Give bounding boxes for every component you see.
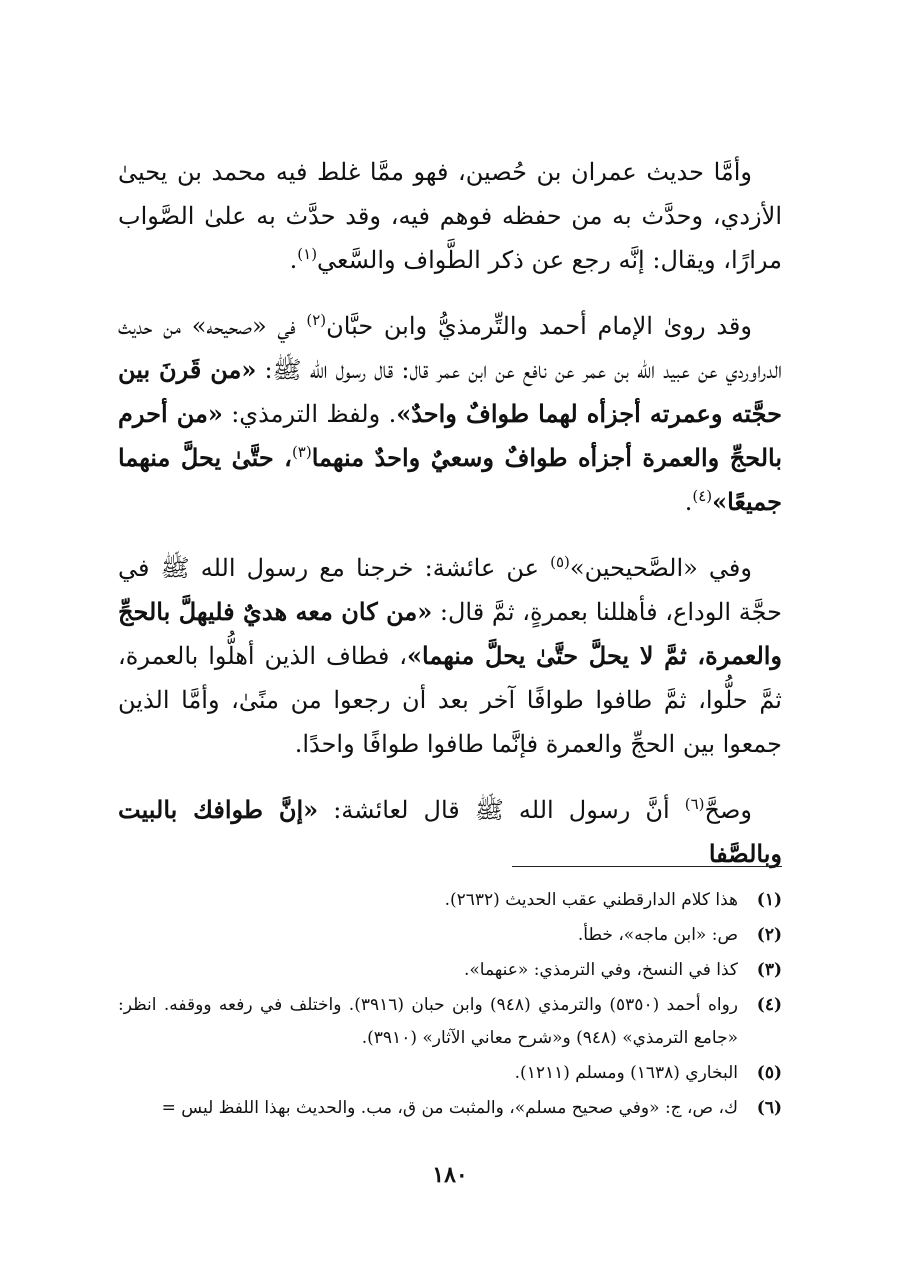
footnote-ref-3[interactable]: (٣) bbox=[291, 443, 312, 461]
hadith-quote: «من قَرنَ بين حجَّته وعمرته أجزأه لهما طوافٌ واحدٌ» bbox=[118, 355, 782, 428]
footnote-5 bbox=[118, 1057, 782, 1090]
footnote-ref-4[interactable]: (٤) bbox=[692, 487, 713, 505]
text-segment: عن عائشة: خرجنا مع رسول الله ﷺ في حجَّة الوداع، فأهللنا بعمرةٍ، ثمَّ قال: bbox=[118, 554, 783, 626]
hadith-quote: «من كان معه هديٌ فليهلَّ بالحجِّ والعمرة، ثمَّ لا يحلَّ حتَّىٰ يحلَّ منهما» bbox=[118, 597, 783, 670]
footnote-text: البخاري (١٦٣٨) ومسلم (١٢١١). bbox=[514, 1063, 738, 1083]
footnote-divider bbox=[512, 866, 782, 867]
footnote-6 bbox=[118, 1092, 782, 1125]
footnote-1 bbox=[118, 884, 782, 917]
hadith-quote: ، حتَّىٰ يحلَّ منهما جميعًا» bbox=[118, 443, 782, 516]
hadith-quote: «إنَّ طوافك بالبيت وبالصَّفا bbox=[118, 795, 782, 868]
footnote-number: (٤) bbox=[756, 995, 782, 1015]
paragraph-imran-hadith bbox=[118, 150, 782, 282]
footnote-ref-2[interactable]: (٢) bbox=[306, 311, 327, 329]
footnote-number: (٣) bbox=[756, 960, 782, 980]
footnote-text: ص: «ابن ماجه»، خطأ. bbox=[577, 925, 738, 945]
text-segment: . bbox=[684, 488, 693, 516]
footnote-text: هذا كلام الدارقطني عقب الحديث (٢٦٣٢). bbox=[444, 890, 738, 910]
footnote-3 bbox=[118, 954, 782, 987]
text-segment: في «صحيحه» من حديث الدراوردي عن عبيد الله بن عمر عن نافع عن ابن عمر قال: قال رسول الله ﷺ: bbox=[118, 312, 783, 384]
text-segment: وأمَّا حديث عمران بن حُصين، فهو ممَّا غلط فيه محمد بن يحيىٰ الأزدي، وحدَّث به من حفظه فوهم فيه، وقد حدَّث به علىٰ الصَّواب مرارًا، ويقال: إنَّه رجع عن ذكر الطَّواف والسَّعي bbox=[118, 158, 783, 274]
hadith-quote: «من أحرم بالحجِّ والعمرة أجزأه طوافٌ وسعيٌ واحدٌ منهما bbox=[118, 399, 783, 472]
text-segment: وفي «الصَّحيحين» bbox=[569, 554, 752, 582]
footnote-number: (٥) bbox=[756, 1063, 782, 1083]
page-number: ١٨٠ bbox=[432, 1162, 468, 1188]
footnote-number: (٦) bbox=[756, 1098, 782, 1118]
footnote-4 bbox=[118, 989, 782, 1055]
footnotes bbox=[118, 884, 782, 1127]
main-text bbox=[118, 150, 782, 898]
paragraph-sahha bbox=[118, 788, 782, 876]
footnote-2 bbox=[118, 919, 782, 952]
paragraph-ahmad-tirmidhi bbox=[118, 304, 782, 524]
footnote-text: ك، ص، ج: «وفي صحيح مسلم»، والمثبت من ق، مب. والحديث بهذا اللفظ ليس = bbox=[161, 1098, 738, 1118]
footnote-ref-1[interactable]: (١) bbox=[297, 245, 318, 263]
text-segment: أنَّ رسول الله ﷺ قال لعائشة: bbox=[318, 796, 685, 824]
text-segment: . ولفظ الترمذي: bbox=[222, 400, 397, 428]
text-segment: ، فطاف الذين أهلُّوا بالعمرة، ثمَّ حلُّوا، ثمَّ طافوا طوافًا آخر بعد أن رجعوا من منًىٰ، وأمَّا الذين جمعوا بين الحجِّ والعمرة فإنَّما طافوا طوافًا واحدًا. bbox=[118, 642, 782, 758]
footnote-number: (١) bbox=[756, 890, 782, 910]
text-segment: . bbox=[289, 246, 298, 274]
text-segment: وقد روىٰ الإمام أحمد والتِّرمذيُّ وابن حبَّان bbox=[326, 312, 752, 340]
footnote-text: رواه أحمد (٥٣٥٠) والترمذي (٩٤٨) وابن حبان (٣٩١٦). واختلف في رفعه ووقفه. انظر: «جامع الترمذي» (٩٤٨) و«شرح معاني الآثار» (٣٩١٠). bbox=[118, 995, 738, 1048]
text-segment: وصحَّ bbox=[704, 796, 752, 824]
footnote-number: (٢) bbox=[756, 925, 782, 945]
footnote-text: كذا في النسخ، وفي الترمذي: «عنهما». bbox=[463, 960, 738, 980]
footnote-ref-6[interactable]: (٦) bbox=[684, 795, 705, 813]
paragraph-sahihayn-aisha bbox=[118, 546, 782, 766]
footnote-ref-5[interactable]: (٥) bbox=[550, 553, 570, 571]
